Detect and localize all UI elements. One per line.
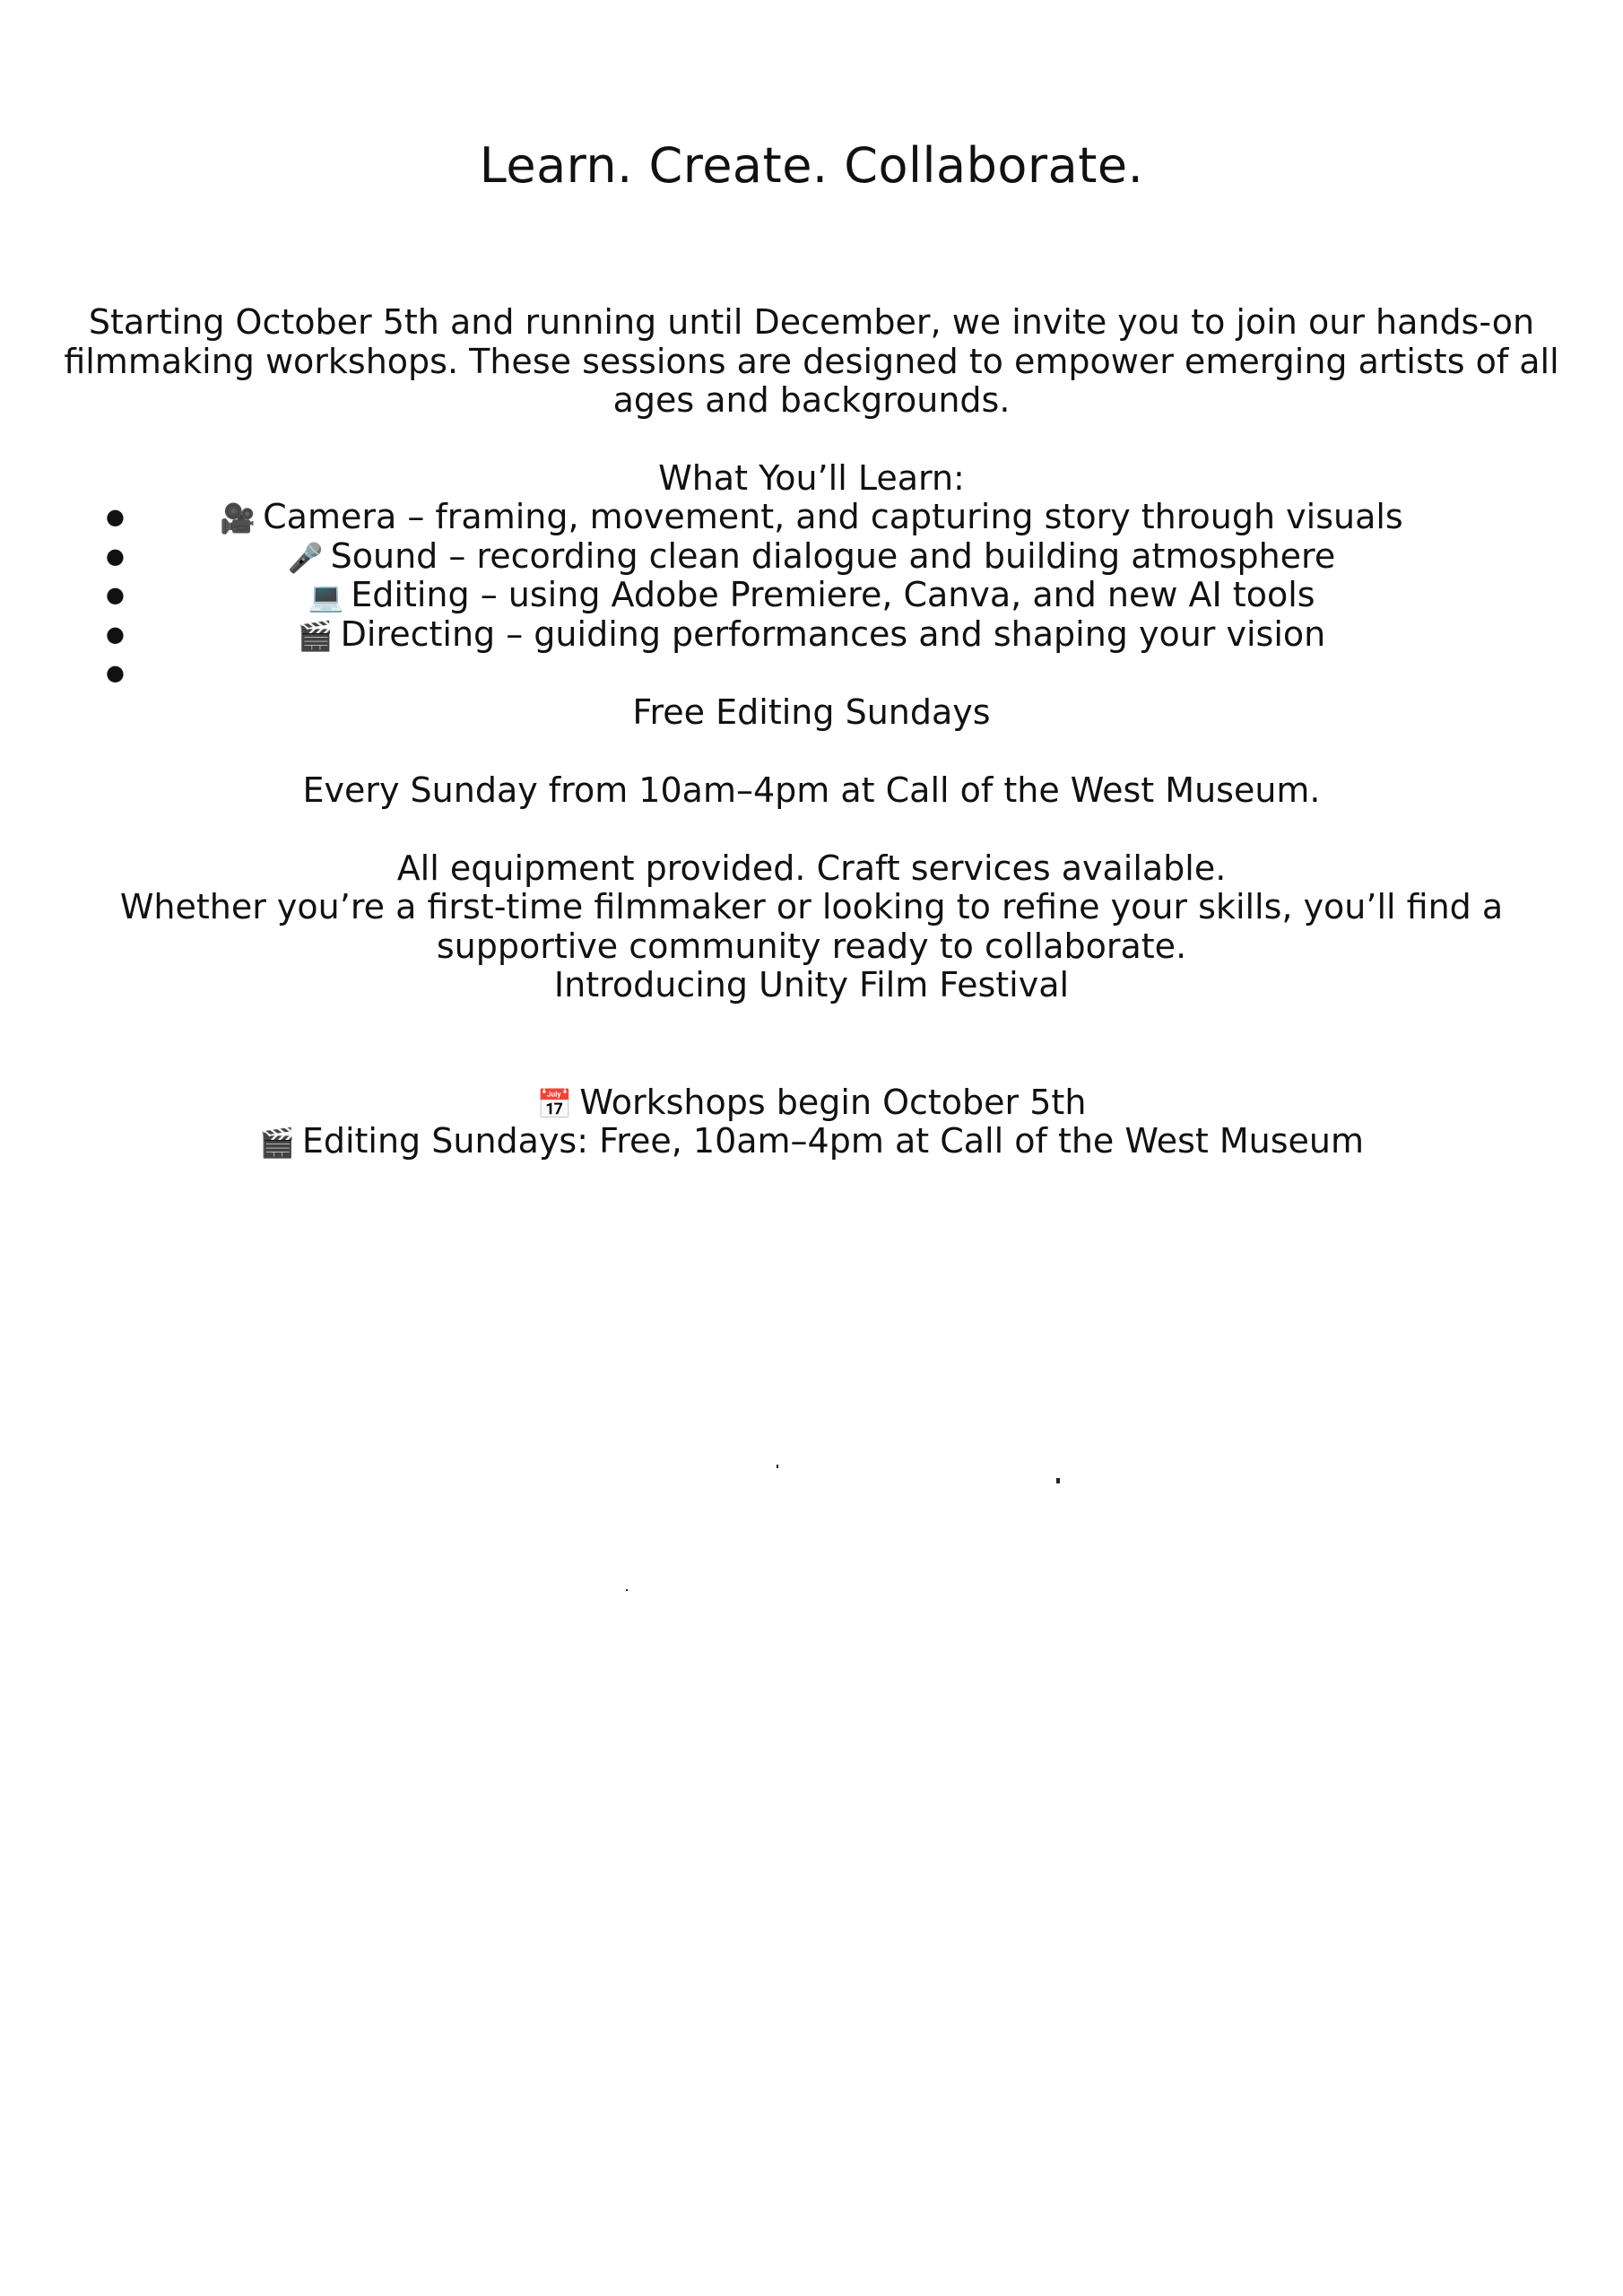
list-item-text: Editing – using Adobe Premiere, Canva, and new AI tools: [351, 575, 1315, 614]
list-item-text: Directing – guiding performances and shaping your vision: [340, 613, 1326, 654]
unity-festival-text: Introducing Unity Film Festival: [553, 965, 1070, 1004]
microphone-icon: 🎤: [287, 540, 324, 575]
list-item: [0, 498, 1623, 537]
bullet-icon: ●: [106, 504, 125, 529]
bullet-icon: ●: [106, 582, 125, 607]
editing-sundays-line: [63, 1122, 1560, 1163]
calendar-icon: 📅: [536, 1087, 573, 1121]
free-sundays-heading: Free Editing Sundays: [632, 692, 991, 732]
list-item: [0, 615, 1623, 655]
workshops-begin-line: [63, 1083, 1560, 1125]
learn-heading: What You’ll Learn:: [658, 458, 965, 498]
list-item: [0, 537, 1623, 577]
list-item: [0, 576, 1623, 615]
bullet-icon: ●: [106, 660, 125, 685]
list-item-text: Camera – framing, movement, and capturing story through visuals: [263, 497, 1403, 536]
learn-list: [0, 498, 1623, 693]
bullet-icon: ●: [106, 543, 125, 569]
clapperboard-icon: 🎬: [258, 1126, 295, 1160]
page-title: Learn. Create. Collaborate.: [479, 137, 1144, 194]
equipment-text: All equipment provided. Craft services available.: [396, 848, 1227, 888]
laptop-icon: 💻: [308, 579, 344, 613]
workshops-begin-text: Workshops begin October 5th: [579, 1083, 1087, 1122]
clapperboard-icon: 🎬: [297, 618, 334, 653]
ink-speck: [777, 1465, 778, 1468]
editing-sundays-text: Editing Sundays: Free, 10am–4pm at Call of the West Museum: [301, 1121, 1365, 1161]
ink-speck: [1056, 1478, 1060, 1483]
bullet-icon: ●: [106, 621, 125, 647]
list-item-empty: [0, 654, 1623, 693]
whether-paragraph: Whether you’re a first-time filmmaker or looking to refine your skills, you’ll find a supportive community ready to collaborate.: [119, 887, 1504, 966]
movie-camera-icon: 🎥: [220, 501, 256, 535]
ink-speck: [626, 1589, 628, 1591]
list-item-text: Sound – recording clean dialogue and building atmosphere: [330, 535, 1336, 576]
every-sunday-text: Every Sunday from 10am–4pm at Call of the West Museum.: [302, 770, 1321, 810]
intro-paragraph: Starting October 5th and running until December, we invite you to join our hands-on filmmaking workshops. These sessions are designed to empower emerging artists of all ages and backgrounds.: [64, 302, 1559, 420]
